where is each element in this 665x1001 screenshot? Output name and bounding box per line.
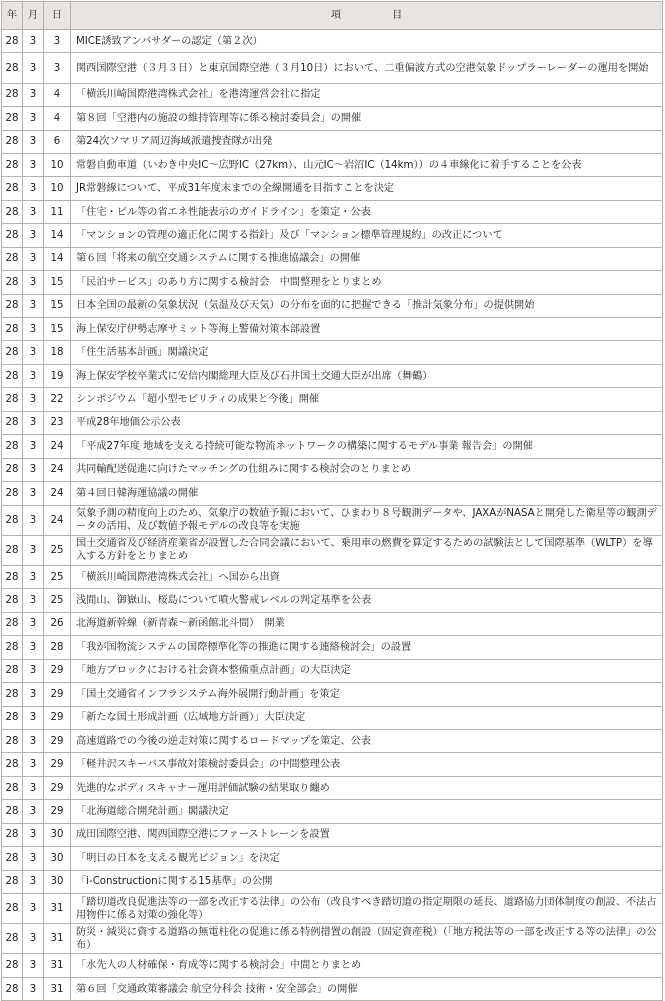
day-cell: 4 bbox=[44, 83, 71, 106]
month-cell: 3 bbox=[23, 177, 44, 200]
year-cell: 28 bbox=[2, 977, 23, 1000]
item-cell: 「軽井沢スキーバス事故対策検討委員会」の中間整理公表 bbox=[71, 753, 663, 776]
day-cell: 29 bbox=[44, 729, 71, 752]
year-cell: 28 bbox=[2, 535, 23, 565]
day-cell: 6 bbox=[44, 130, 71, 153]
day-cell: 29 bbox=[44, 776, 71, 799]
item-cell: 第６回「将来の航空交通システムに関する推進協議会」の開催 bbox=[71, 247, 663, 270]
day-cell: 15 bbox=[44, 318, 71, 341]
month-cell: 3 bbox=[23, 847, 44, 870]
year-cell: 28 bbox=[2, 177, 23, 200]
day-cell: 29 bbox=[44, 683, 71, 706]
table-row bbox=[2, 388, 663, 411]
month-cell: 3 bbox=[23, 247, 44, 270]
day-cell: 10 bbox=[44, 153, 71, 176]
year-cell: 28 bbox=[2, 200, 23, 223]
item-cell: 北海道新幹線（新青森～新函館北斗間） 開業 bbox=[71, 612, 663, 635]
month-cell: 3 bbox=[23, 53, 44, 83]
year-cell: 28 bbox=[2, 683, 23, 706]
item-cell: 海上保安庁伊勢志摩サミット等海上警備対策本部設置 bbox=[71, 318, 663, 341]
year-cell: 28 bbox=[2, 107, 23, 130]
item-cell: 「横浜川崎国際港湾株式会社」へ国から出資 bbox=[71, 565, 663, 588]
month-cell: 3 bbox=[23, 294, 44, 317]
month-cell: 3 bbox=[23, 977, 44, 1000]
month-cell: 3 bbox=[23, 659, 44, 682]
table-row bbox=[2, 30, 663, 53]
item-cell: 「マンションの管理の適正化に関する指針」及び「マンション標準管理規約」の改正について bbox=[71, 224, 663, 247]
month-cell: 3 bbox=[23, 271, 44, 294]
day-cell: 24 bbox=[44, 458, 71, 481]
day-cell: 26 bbox=[44, 612, 71, 635]
table-row bbox=[2, 271, 663, 294]
table-row bbox=[2, 83, 663, 106]
table-row bbox=[2, 364, 663, 387]
item-cell: 成田国際空港、関西国際空港にファーストレーンを設置 bbox=[71, 823, 663, 846]
day-cell: 3 bbox=[44, 53, 71, 83]
item-cell: 「新たな国土形成計画（広域地方計画）」大臣決定 bbox=[71, 706, 663, 729]
month-cell: 3 bbox=[23, 565, 44, 588]
item-cell: 共同輸配送促進に向けたマッチングの仕組みに関する検討会のとりまとめ bbox=[71, 458, 663, 481]
table-row bbox=[2, 107, 663, 130]
month-cell: 3 bbox=[23, 706, 44, 729]
item-cell: 第４回日韓海運協議の開催 bbox=[71, 482, 663, 505]
year-cell: 28 bbox=[2, 388, 23, 411]
year-cell: 28 bbox=[2, 612, 23, 635]
item-cell: 「踏切道改良促進法等の一部を改正する法律」の公布（改良すべき踏切道の指定期限の延長、道路協力団体制度の創設、不法占用物件に係る対策の強化等） bbox=[71, 894, 663, 924]
header-row bbox=[2, 2, 663, 30]
year-cell: 28 bbox=[2, 294, 23, 317]
item-cell: 第６回「交通政策審議会 航空分科会 技術・安全部会」の開催 bbox=[71, 977, 663, 1000]
item-cell: 「民泊サービス」のあり方に関する検討会 中間整理をとりまとめ bbox=[71, 271, 663, 294]
item-cell: 先進的なボディスキャナー運用評価試験の結果取り纏め bbox=[71, 776, 663, 799]
table-row bbox=[2, 753, 663, 776]
table-row bbox=[2, 706, 663, 729]
year-cell: 28 bbox=[2, 954, 23, 977]
year-cell: 28 bbox=[2, 30, 23, 53]
year-cell: 28 bbox=[2, 505, 23, 535]
year-cell: 28 bbox=[2, 589, 23, 612]
year-cell: 28 bbox=[2, 153, 23, 176]
item-cell: 常磐自動車道（いわき中央IC～広野IC（27km）、山元IC～岩沼IC（14km））の４車線化に着手することを公表 bbox=[71, 153, 663, 176]
item-cell: 「横浜川崎国際港湾株式会社」を港湾運営会社に指定 bbox=[71, 83, 663, 106]
table-row bbox=[2, 565, 663, 588]
day-cell: 25 bbox=[44, 565, 71, 588]
month-cell: 3 bbox=[23, 894, 44, 924]
month-cell: 3 bbox=[23, 341, 44, 364]
table-row bbox=[2, 659, 663, 682]
table-row bbox=[2, 636, 663, 659]
table-row bbox=[2, 954, 663, 977]
month-cell: 3 bbox=[23, 388, 44, 411]
month-cell: 3 bbox=[23, 107, 44, 130]
day-cell: 31 bbox=[44, 924, 71, 954]
item-cell: 「地方ブロックにおける社会資本整備重点計画」の大臣決定 bbox=[71, 659, 663, 682]
month-cell: 3 bbox=[23, 753, 44, 776]
table-row bbox=[2, 823, 663, 846]
table-row bbox=[2, 53, 663, 83]
table-row bbox=[2, 776, 663, 799]
table-row bbox=[2, 435, 663, 458]
year-cell: 28 bbox=[2, 83, 23, 106]
day-cell: 30 bbox=[44, 823, 71, 846]
month-cell: 3 bbox=[23, 729, 44, 752]
day-cell: 31 bbox=[44, 894, 71, 924]
day-cell: 23 bbox=[44, 411, 71, 434]
year-cell: 28 bbox=[2, 847, 23, 870]
table-row bbox=[2, 482, 663, 505]
year-cell: 28 bbox=[2, 271, 23, 294]
day-cell: 24 bbox=[44, 435, 71, 458]
table-row bbox=[2, 458, 663, 481]
item-cell: 高速道路での今後の逆走対策に関するロードマップを策定、公表 bbox=[71, 729, 663, 752]
year-cell: 28 bbox=[2, 565, 23, 588]
item-cell: 平成28年地価公示公表 bbox=[71, 411, 663, 434]
table-row bbox=[2, 800, 663, 823]
month-cell: 3 bbox=[23, 482, 44, 505]
year-cell: 28 bbox=[2, 364, 23, 387]
year-cell: 28 bbox=[2, 318, 23, 341]
item-cell: 「住生活基本計画」閣議決定 bbox=[71, 341, 663, 364]
day-cell: 24 bbox=[44, 505, 71, 535]
year-cell: 28 bbox=[2, 53, 23, 83]
item-cell: 防災・減災に資する道路の無電柱化の促進に係る特例措置の創設（固定資産税）（「地方税法等の一部を改正する等の法律」の公布） bbox=[71, 924, 663, 954]
item-cell: 日本全国の最新の気象状況（気温及び天気）の分布を面的に把握できる「推計気象分布」の提供開始 bbox=[71, 294, 663, 317]
month-cell: 3 bbox=[23, 823, 44, 846]
year-cell: 28 bbox=[2, 894, 23, 924]
year-cell: 28 bbox=[2, 870, 23, 893]
header-day: 日 bbox=[44, 2, 71, 30]
month-cell: 3 bbox=[23, 589, 44, 612]
table-row bbox=[2, 847, 663, 870]
table-row bbox=[2, 153, 663, 176]
year-cell: 28 bbox=[2, 659, 23, 682]
month-cell: 3 bbox=[23, 30, 44, 53]
item-cell: 海上保安学校卒業式に安倍内閣総理大臣及び石井国土交通大臣が出席（舞鶴） bbox=[71, 364, 663, 387]
day-cell: 10 bbox=[44, 177, 71, 200]
month-cell: 3 bbox=[23, 776, 44, 799]
month-cell: 3 bbox=[23, 535, 44, 565]
month-cell: 3 bbox=[23, 683, 44, 706]
year-cell: 28 bbox=[2, 729, 23, 752]
table-row bbox=[2, 318, 663, 341]
table-row bbox=[2, 247, 663, 270]
year-cell: 28 bbox=[2, 636, 23, 659]
year-cell: 28 bbox=[2, 800, 23, 823]
table-row bbox=[2, 224, 663, 247]
item-cell: 第８回「空港内の施設の維持管理等に係る検討委員会」の開催 bbox=[71, 107, 663, 130]
day-cell: 31 bbox=[44, 954, 71, 977]
table-row bbox=[2, 977, 663, 1000]
day-cell: 15 bbox=[44, 294, 71, 317]
item-cell: 「国土交通省インフラシステム海外展開行動計画」を策定 bbox=[71, 683, 663, 706]
table-row bbox=[2, 505, 663, 535]
table-row bbox=[2, 294, 663, 317]
header-month: 月 bbox=[23, 2, 44, 30]
item-cell: 「住宅・ビル等の省エネ性能表示のガイドライン」を策定・公表 bbox=[71, 200, 663, 223]
table-row bbox=[2, 535, 663, 565]
year-cell: 28 bbox=[2, 224, 23, 247]
year-cell: 28 bbox=[2, 924, 23, 954]
month-cell: 3 bbox=[23, 224, 44, 247]
item-cell: 気象予測の精度向上のため、気象庁の数値予報において、ひまわり８号観測データや、JAXAがNASAと開発した衛星等の観測データの活用、及び数値予報モデルの改良等を実施 bbox=[71, 505, 663, 535]
header-year: 年 bbox=[2, 2, 23, 30]
day-cell: 28 bbox=[44, 636, 71, 659]
day-cell: 30 bbox=[44, 847, 71, 870]
month-cell: 3 bbox=[23, 612, 44, 635]
item-cell: MICE誘致アンバサダーの認定（第２次） bbox=[71, 30, 663, 53]
month-cell: 3 bbox=[23, 364, 44, 387]
table-row bbox=[2, 894, 663, 924]
day-cell: 30 bbox=[44, 870, 71, 893]
table-row bbox=[2, 177, 663, 200]
table-row bbox=[2, 130, 663, 153]
month-cell: 3 bbox=[23, 153, 44, 176]
header-item: 項 目 bbox=[71, 2, 663, 30]
day-cell: 25 bbox=[44, 589, 71, 612]
month-cell: 3 bbox=[23, 924, 44, 954]
day-cell: 24 bbox=[44, 482, 71, 505]
year-cell: 28 bbox=[2, 435, 23, 458]
day-cell: 29 bbox=[44, 800, 71, 823]
day-cell: 18 bbox=[44, 341, 71, 364]
item-cell: 「平成27年度 地域を支える持続可能な物流ネットワークの構築に関するモデル事業 報告会」の開催 bbox=[71, 435, 663, 458]
month-cell: 3 bbox=[23, 505, 44, 535]
table-row bbox=[2, 870, 663, 893]
chronology-table bbox=[1, 1, 663, 1001]
month-cell: 3 bbox=[23, 130, 44, 153]
year-cell: 28 bbox=[2, 130, 23, 153]
month-cell: 3 bbox=[23, 800, 44, 823]
year-cell: 28 bbox=[2, 706, 23, 729]
table-row bbox=[2, 341, 663, 364]
item-cell: 「北海道総合開発計画」閣議決定 bbox=[71, 800, 663, 823]
day-cell: 31 bbox=[44, 977, 71, 1000]
day-cell: 14 bbox=[44, 224, 71, 247]
month-cell: 3 bbox=[23, 318, 44, 341]
month-cell: 3 bbox=[23, 870, 44, 893]
item-cell: シンポジウム「超小型モビリティの成果と今後」開催 bbox=[71, 388, 663, 411]
table-body bbox=[2, 30, 663, 1001]
month-cell: 3 bbox=[23, 458, 44, 481]
month-cell: 3 bbox=[23, 200, 44, 223]
item-cell: 浅間山、御嶽山、桜島について噴火警戒レベルの判定基準を公表 bbox=[71, 589, 663, 612]
day-cell: 11 bbox=[44, 200, 71, 223]
day-cell: 19 bbox=[44, 364, 71, 387]
month-cell: 3 bbox=[23, 636, 44, 659]
year-cell: 28 bbox=[2, 776, 23, 799]
day-cell: 15 bbox=[44, 271, 71, 294]
day-cell: 29 bbox=[44, 753, 71, 776]
year-cell: 28 bbox=[2, 411, 23, 434]
item-cell: 「水先人の人材確保・育成等に関する検討会」中間とりまとめ bbox=[71, 954, 663, 977]
item-cell: 「明日の日本を支える観光ビジョン」を決定 bbox=[71, 847, 663, 870]
table-row bbox=[2, 683, 663, 706]
table-row bbox=[2, 612, 663, 635]
year-cell: 28 bbox=[2, 753, 23, 776]
year-cell: 28 bbox=[2, 823, 23, 846]
month-cell: 3 bbox=[23, 411, 44, 434]
item-cell: 第24次ソマリア周辺海域派遣捜査隊が出発 bbox=[71, 130, 663, 153]
year-cell: 28 bbox=[2, 458, 23, 481]
year-cell: 28 bbox=[2, 341, 23, 364]
day-cell: 29 bbox=[44, 659, 71, 682]
table-row bbox=[2, 200, 663, 223]
table-row bbox=[2, 411, 663, 434]
day-cell: 3 bbox=[44, 30, 71, 53]
day-cell: 22 bbox=[44, 388, 71, 411]
table-row bbox=[2, 924, 663, 954]
table-row bbox=[2, 589, 663, 612]
item-cell: 「我が国物流システムの国際標準化等の推進に関する連絡検討会」の設置 bbox=[71, 636, 663, 659]
table-row bbox=[2, 729, 663, 752]
item-cell: JR常磐線について、平成31年度末までの全線開通を目指すことを決定 bbox=[71, 177, 663, 200]
day-cell: 29 bbox=[44, 706, 71, 729]
month-cell: 3 bbox=[23, 83, 44, 106]
year-cell: 28 bbox=[2, 247, 23, 270]
day-cell: 4 bbox=[44, 107, 71, 130]
item-cell: 国土交通省及び経済産業省が設置した合同会議において、乗用車の燃費を算定するための試験法として国際基準（WLTP）を導入する方針をとりまとめ bbox=[71, 535, 663, 565]
item-cell: 「i-Constructionに関する15基準」の公開 bbox=[71, 870, 663, 893]
day-cell: 25 bbox=[44, 535, 71, 565]
month-cell: 3 bbox=[23, 954, 44, 977]
month-cell: 3 bbox=[23, 435, 44, 458]
year-cell: 28 bbox=[2, 482, 23, 505]
day-cell: 14 bbox=[44, 247, 71, 270]
item-cell: 関西国際空港（３月３日）と東京国際空港（３月10日）において、二重偏波方式の空港気象ドップラーレーダーの運用を開始 bbox=[71, 53, 663, 83]
